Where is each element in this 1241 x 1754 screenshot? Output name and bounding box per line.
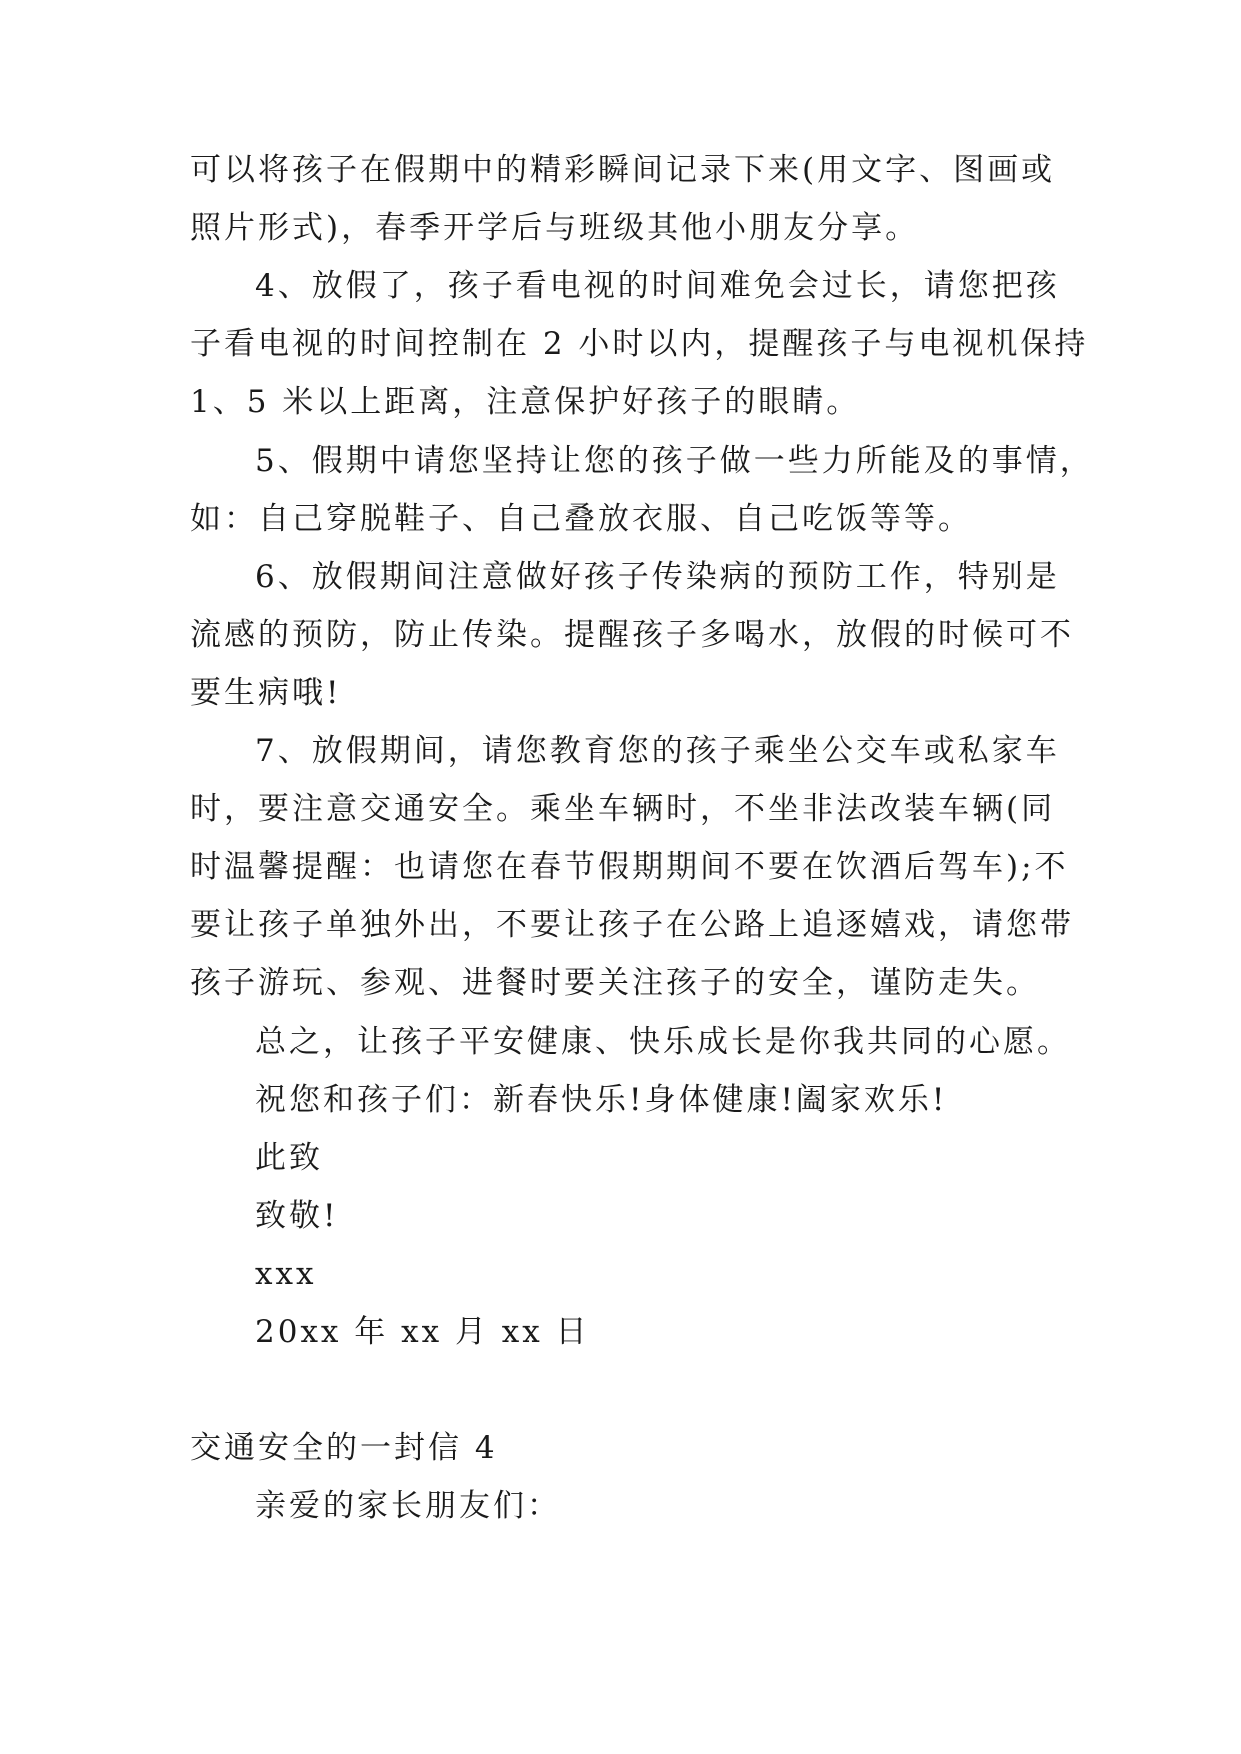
closing-paragraph: 总之，让孩子平安健康、快乐成长是你我共同的心愿。 <box>255 1024 1071 1060</box>
body-line: 子看电视的时间控制在 2 小时以内，提醒孩子与电视机保持 <box>190 326 1089 362</box>
letter-date: 20xx 年 xx 月 xx 日 <box>255 1314 590 1350</box>
body-line: 时温馨提醒：也请您在春节假期期间不要在饮酒后驾车);不 <box>190 849 1069 885</box>
list-item-4-start: 4、放假了，孩子看电视的时间难免会过长，请您把孩 <box>255 268 1060 304</box>
letter-greeting: 亲爱的家长朋友们： <box>255 1488 561 1524</box>
list-item-7-start: 7、放假期间，请您教育您的孩子乘坐公交车或私家车 <box>255 733 1060 769</box>
greeting-wishes: 祝您和孩子们：新春快乐!身体健康!阖家欢乐! <box>255 1082 948 1118</box>
list-item-5-start: 5、假期中请您坚持让您的孩子做一些力所能及的事情， <box>255 443 1094 479</box>
section-title: 交通安全的一封信 4 <box>190 1430 498 1466</box>
body-line: 可以将孩子在假期中的精彩瞬间记录下来(用文字、图画或 <box>190 152 1056 188</box>
list-item-6-start: 6、放假期间注意做好孩子传染病的预防工作，特别是 <box>255 559 1060 595</box>
body-line: 孩子游玩、参观、进餐时要关注孩子的安全，谨防走失。 <box>190 965 1040 1001</box>
body-line: 要让孩子单独外出，不要让孩子在公路上追逐嬉戏，请您带 <box>190 907 1074 943</box>
signature: xxx <box>255 1256 317 1292</box>
body-line: 1、5 米以上距离，注意保护好孩子的眼睛。 <box>190 384 861 420</box>
closing-salutation: 此致 <box>255 1140 323 1176</box>
body-line: 时，要注意交通安全。乘坐车辆时，不坐非法改装车辆(同 <box>190 791 1056 827</box>
body-line: 照片形式)，春季开学后与班级其他小朋友分享。 <box>190 210 920 246</box>
body-line: 流感的预防，防止传染。提醒孩子多喝水，放假的时候可不 <box>190 617 1074 653</box>
body-line: 要生病哦! <box>190 675 342 711</box>
body-line: 如：自己穿脱鞋子、自己叠放衣服、自己吃饭等等。 <box>190 501 972 537</box>
closing-respect: 致敬! <box>255 1198 339 1234</box>
